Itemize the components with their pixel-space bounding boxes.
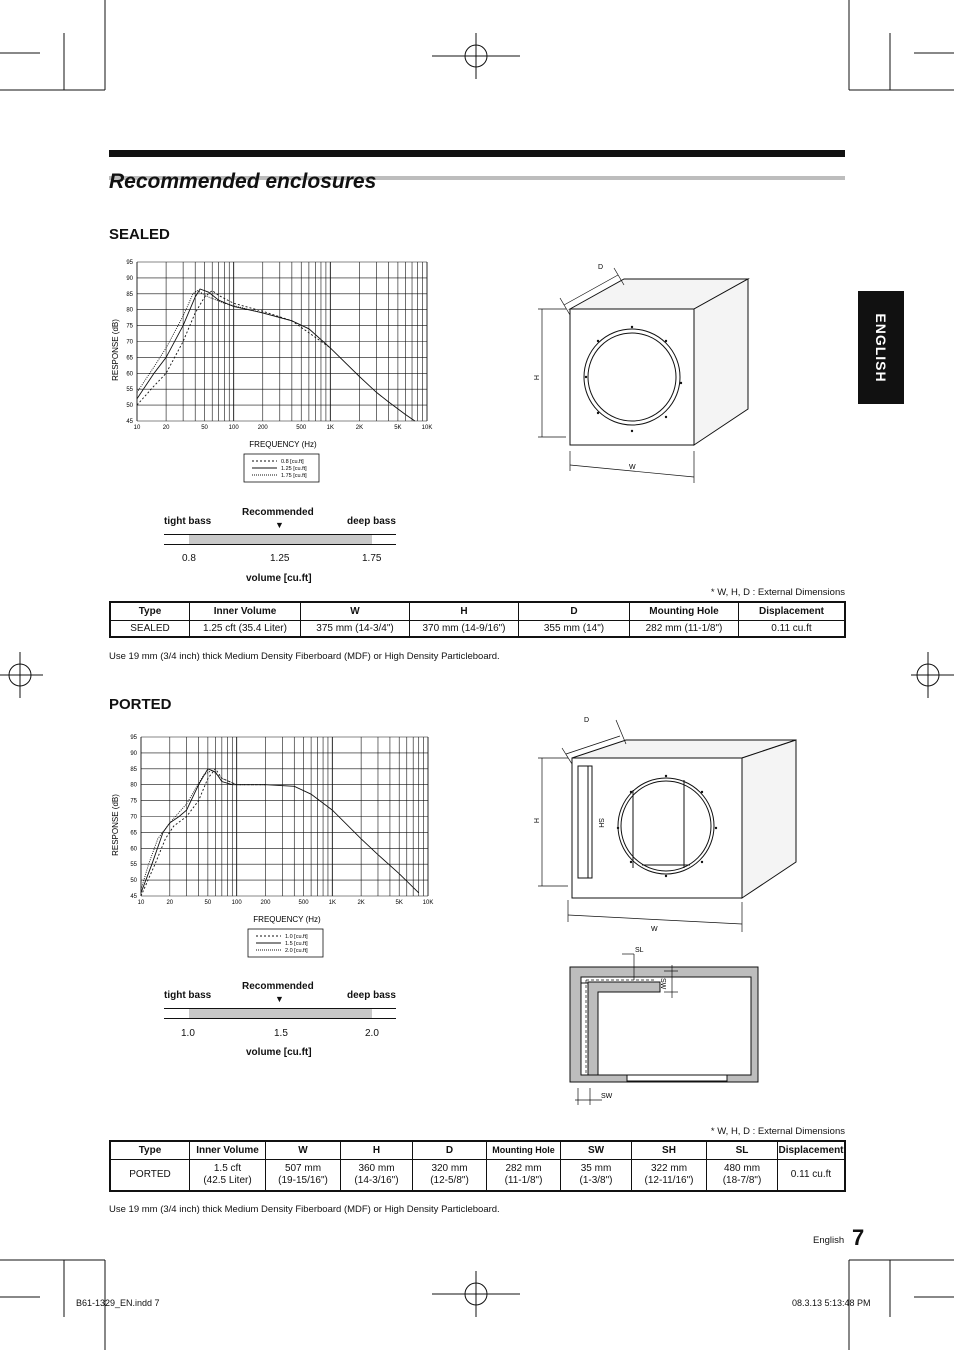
sealed-th-inner-volume: Inner Volume: [190, 602, 301, 620]
ported-y-tick: 45: [130, 894, 137, 900]
sealed-recommended-arrow-icon: ▼: [275, 520, 284, 530]
ported-volume-slider: [189, 1009, 372, 1018]
ported-spec-table: [109, 1140, 846, 1192]
sealed-y-tick: 75: [126, 323, 133, 330]
ported-td-inner-volume-1: 1.5 cft: [213, 1162, 242, 1174]
sealed-y-tick: 95: [126, 260, 133, 266]
footer-file-name: B61-1329_EN.indd 7: [76, 1298, 160, 1308]
ported-td-d: [413, 1159, 487, 1191]
sealed-x-tick: 1K: [326, 425, 335, 431]
sealed-y-tick: 60: [126, 371, 133, 378]
ported-enclosure-diagram: [530, 710, 810, 940]
ported-th-sw: SW: [561, 1141, 632, 1159]
table-row: [110, 620, 845, 637]
sealed-tight-bass-label: tight bass: [164, 516, 212, 527]
ported-response-curve-1: [141, 769, 419, 893]
ported-x-tick: 20: [166, 900, 174, 906]
ported-x-tick: 5K: [395, 900, 403, 906]
ported-td-inner-volume: [190, 1159, 266, 1191]
footer-language: English: [813, 1235, 845, 1246]
ported-slider-line-bottom: [164, 1018, 396, 1019]
ported-deep-bass-label: deep bass: [347, 990, 396, 1001]
sealed-enclosure-diagram: [530, 255, 780, 490]
sealed-legend-text-3: 1.75 [cu.ft]: [281, 473, 307, 479]
ported-volume-value-1: 1.0: [181, 1028, 195, 1039]
ported-h-label: H: [532, 818, 539, 824]
sealed-w-label: W: [629, 464, 636, 471]
ported-volume-value-3: 2.0: [365, 1028, 379, 1039]
ported-x-tick: 50: [204, 900, 212, 906]
ported-x-tick: 2K: [357, 900, 365, 906]
sealed-legend-text-2: 1.25 [cu.ft]: [281, 466, 307, 472]
sealed-y-tick: 70: [126, 339, 133, 346]
ported-legend-text-2: 1.5 [cu.ft]: [285, 941, 308, 947]
page-title: Recommended enclosures: [109, 170, 377, 193]
sealed-th-type: Type: [110, 602, 190, 620]
sealed-y-tick: 65: [126, 355, 133, 362]
sealed-td-h: 370 mm (14-9/16"): [410, 620, 519, 637]
ported-td-h-1: 360 mm: [358, 1162, 395, 1174]
ported-response-curve-3: [141, 770, 266, 889]
ported-x-tick: 10: [137, 900, 145, 906]
ported-td-sl: [707, 1159, 778, 1191]
ported-y-tick: 50: [130, 878, 137, 885]
ported-top-view-diagram: [560, 940, 770, 1105]
ported-th-sh: SH: [632, 1141, 707, 1159]
ported-td-d-1: 320 mm: [431, 1162, 468, 1174]
ported-td-sw-1: 35 mm: [580, 1162, 612, 1174]
ported-x-tick: 10K: [422, 900, 434, 906]
ported-recommended-label: Recommended: [242, 981, 314, 992]
ported-td-h: [341, 1159, 413, 1191]
ported-th-w: W: [266, 1141, 341, 1159]
sealed-x-tick: 20: [162, 425, 170, 431]
sealed-x-tick: 100: [228, 425, 239, 431]
ported-td-sw: [561, 1159, 632, 1191]
sealed-response-curve-1: [137, 289, 415, 421]
sealed-h-label: H: [532, 375, 539, 381]
sealed-x-tick: 2K: [355, 425, 364, 431]
ported-td-type: PORTED: [110, 1159, 190, 1191]
sealed-x-tick: 500: [296, 425, 307, 431]
ported-td-d-2: (12-5/8"): [430, 1174, 469, 1186]
ported-td-sh: [632, 1159, 707, 1191]
sealed-external-dimensions-note: * W, H, D : External Dimensions: [710, 587, 845, 598]
ported-td-sl-2: (18-7/8"): [722, 1174, 762, 1186]
sealed-td-w: 375 mm (14-3/4"): [301, 620, 410, 637]
ported-td-w-2: (19-15/16"): [278, 1174, 328, 1186]
sealed-y-axis-label: RESPONSE (dB): [111, 319, 120, 381]
ported-td-sl-1: 480 mm: [723, 1162, 761, 1174]
sealed-slider-line-bottom: [164, 544, 396, 545]
ported-td-h-2: (14-3/16"): [354, 1174, 399, 1186]
sealed-heading: SEALED: [109, 226, 170, 243]
ported-legend-text-1: 1.0 [cu.ft]: [285, 934, 308, 940]
sealed-th-w: W: [301, 602, 410, 620]
table-row: [110, 1159, 845, 1191]
ported-th-sl: SL: [707, 1141, 778, 1159]
sealed-x-axis-label: FREQUENCY (Hz): [249, 440, 317, 449]
sealed-legend-text-1: 0.8 [cu.ft]: [281, 459, 304, 465]
ported-response-chart: [100, 730, 440, 960]
ported-y-tick: 65: [130, 830, 137, 837]
sealed-td-type: SEALED: [110, 620, 190, 637]
ported-sw-bottom-label: SW: [601, 1093, 613, 1100]
sealed-spec-table: [109, 601, 846, 638]
ported-th-h: H: [341, 1141, 413, 1159]
sealed-x-tick: 200: [257, 425, 268, 431]
ported-td-sh-2: (12-11/16"): [644, 1174, 694, 1186]
ported-td-mounting-hole: [487, 1159, 561, 1191]
language-tab-label: ENGLISH: [873, 312, 889, 383]
sealed-td-inner-volume: 1.25 cft (35.4 Liter): [190, 620, 301, 637]
ported-td-inner-volume-2: (42.5 Liter): [203, 1174, 252, 1186]
ported-y-tick: 60: [130, 846, 137, 853]
sealed-response-chart: [100, 255, 440, 485]
ported-y-tick: 95: [130, 735, 137, 741]
sealed-recommended-label: Recommended: [242, 507, 314, 518]
ported-x-tick: 1K: [328, 900, 337, 906]
ported-tight-bass-label: tight bass: [164, 990, 212, 1001]
sealed-volume-axis-label: volume [cu.ft]: [246, 573, 312, 584]
sealed-x-tick: 10K: [421, 425, 433, 431]
ported-th-displacement: Displacement: [778, 1141, 846, 1159]
ported-td-w-1: 507 mm: [284, 1162, 322, 1174]
ported-heading: PORTED: [109, 696, 172, 713]
ported-th-inner-volume: Inner Volume: [190, 1141, 266, 1159]
ported-td-mh-2: (11-1/8"): [504, 1174, 543, 1186]
title-rule: [109, 150, 845, 157]
ported-td-displacement: 0.11 cu.ft: [778, 1159, 846, 1191]
sealed-td-mounting-hole: 282 mm (11-1/8"): [630, 620, 739, 637]
ported-w-label: W: [651, 926, 658, 933]
sealed-y-tick: 50: [126, 403, 133, 410]
ported-volume-axis-label: volume [cu.ft]: [246, 1047, 312, 1058]
ported-sh-label: SH: [597, 818, 604, 828]
language-tab: [858, 291, 904, 404]
ported-sl-label: SL: [635, 947, 644, 954]
ported-external-dimensions-note: * W, H, D : External Dimensions: [710, 1126, 845, 1137]
ported-y-tick: 80: [130, 782, 137, 789]
ported-d-label: D: [584, 717, 590, 724]
ported-legend-text-3: 2.0 [cu.ft]: [285, 948, 308, 954]
sealed-volume-value-2: 1.25: [270, 553, 290, 564]
ported-recommended-arrow-icon: ▼: [275, 994, 284, 1004]
ported-mdf-note: Use 19 mm (3/4 inch) thick Medium Density Fiberboard (MDF) or High Density Particleboard.: [109, 1204, 500, 1215]
sealed-mdf-note: Use 19 mm (3/4 inch) thick Medium Density Fiberboard (MDF) or High Density Particleboard.: [109, 651, 500, 662]
ported-y-tick: 70: [130, 814, 137, 821]
sealed-td-displacement: 0.11 cu.ft: [739, 620, 846, 637]
sealed-th-mounting-hole: Mounting Hole: [630, 602, 739, 620]
sealed-volume-value-3: 1.75: [362, 553, 382, 564]
ported-th-type: Type: [110, 1141, 190, 1159]
sealed-y-tick: 45: [126, 419, 133, 425]
ported-sw-label: SW: [659, 978, 666, 990]
sealed-y-tick: 80: [126, 307, 133, 314]
sealed-td-d: 355 mm (14"): [519, 620, 630, 637]
ported-th-mounting-hole: Mounting Hole: [487, 1141, 561, 1159]
ported-td-mh-1: 282 mm: [505, 1162, 542, 1174]
ported-x-axis-label: FREQUENCY (Hz): [253, 915, 321, 924]
sealed-x-tick: 10: [133, 425, 141, 431]
ported-th-d: D: [413, 1141, 487, 1159]
ported-x-tick: 500: [298, 900, 309, 906]
ported-y-tick: 75: [130, 798, 137, 805]
ported-volume-value-2: 1.5: [274, 1028, 288, 1039]
ported-y-axis-label: RESPONSE (dB): [111, 794, 120, 856]
sealed-d-label: D: [598, 264, 604, 271]
sealed-th-displacement: Displacement: [739, 602, 846, 620]
ported-td-sw-2: (1-3/8"): [579, 1174, 613, 1186]
sealed-deep-bass-label: deep bass: [347, 516, 396, 527]
ported-td-sh-1: 322 mm: [650, 1162, 688, 1174]
footer-timestamp: 08.3.13 5:13:48 PM: [792, 1298, 871, 1308]
sealed-y-tick: 90: [126, 275, 133, 282]
sealed-y-tick: 85: [126, 291, 133, 298]
sealed-th-h: H: [410, 602, 519, 620]
ported-x-tick: 100: [231, 900, 242, 906]
sealed-x-tick: 50: [201, 425, 208, 431]
sealed-volume-slider: [189, 535, 372, 544]
ported-td-w: [266, 1159, 341, 1191]
sealed-y-tick: 55: [126, 387, 133, 394]
sealed-volume-value-1: 0.8: [182, 553, 196, 564]
ported-x-tick: 200: [260, 900, 271, 906]
ported-y-tick: 90: [130, 750, 137, 757]
ported-y-tick: 85: [130, 766, 137, 773]
sealed-th-d: D: [519, 602, 630, 620]
sealed-x-tick: 5K: [394, 425, 402, 431]
ported-y-tick: 55: [130, 862, 137, 869]
page-number: 7: [852, 1225, 865, 1250]
